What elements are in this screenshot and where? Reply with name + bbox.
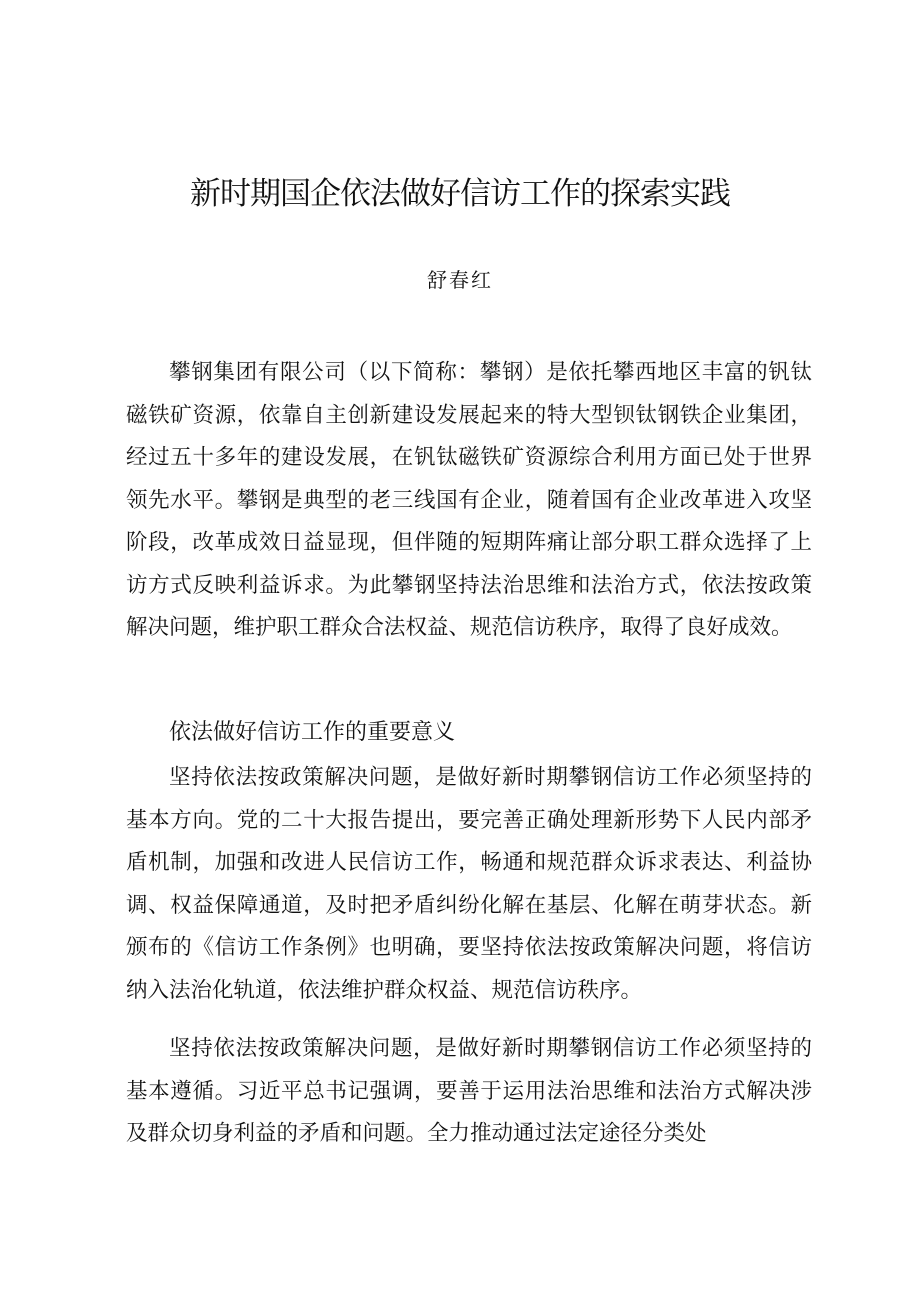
document-title: 新时期国企依法做好信访工作的探索实践	[190, 176, 730, 212]
author-name: 舒春红	[427, 268, 493, 292]
body-paragraph: 坚持依法按政策解决问题，是做好新时期攀钢信访工作必须坚持的基本方向。党的二十大报告提出，要完善正确处理新形势下人民内部矛盾机制，加强和改进人民信访工作，畅通和规范群众诉求表达、利益协调、权益保障通道，及时把矛盾纠纷化解在基层、化解在萌芽状态。新颁布的《信访工作条例》也明确，要坚持依法按政策解决问题，将信访纳入法治化轨道，依法维护群众权益、规范信访秩序。	[126, 765, 812, 1003]
intro-paragraph: 攀钢集团有限公司（以下简称：攀钢）是依托攀西地区丰富的钒钛磁铁矿资源，依靠自主创新建设发展起来的特大型钡钛钢铁企业集团，经过五十多年的建设发展，在钒钛磁铁矿资源综合利用方面已处于世界领先水平。攀钢是典型的老三线国有企业，随着国有企业改革进入攻坚阶段，改革成效日益显现，但伴随的短期阵痛让部分职工群众选择了上访方式反映利益诉求。为此攀钢坚持法治思维和法治方式，依法按政策解决问题，维护职工群众合法权益、规范信访秩序，取得了良好成效。	[126, 360, 812, 640]
body-paragraph: 坚持依法按政策解决问题，是做好新时期攀钢信访工作必须坚持的基本遵循。习近平总书记强调，要善于运用法治思维和法治方式解决涉及群众切身利益的矛盾和问题。全力推动通过法定途径分类处	[126, 1036, 812, 1146]
section-heading: 依法做好信访工作的重要意义	[169, 720, 456, 745]
